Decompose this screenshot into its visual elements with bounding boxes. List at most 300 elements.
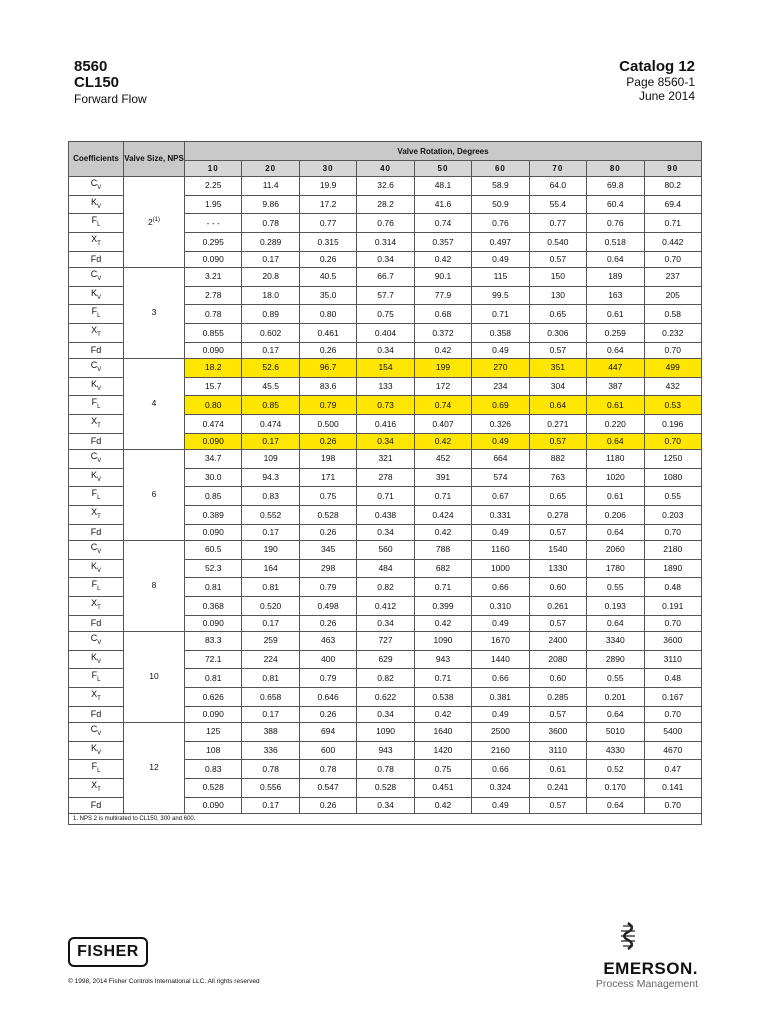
value-cell: 0.26 [299, 251, 356, 267]
copyright-notice: © 1998, 2014 Fisher Controls International LLC. All rights reserved [68, 978, 260, 985]
value-cell: 1420 [414, 741, 471, 760]
coefficient-symbol: $X_T$ [69, 779, 124, 798]
table-row [69, 540, 702, 559]
value-cell: 0.34 [357, 615, 414, 631]
value-cell: 35.0 [299, 286, 356, 305]
degree-header: 80 [587, 161, 644, 177]
coefficient-symbol: $C_V$ [69, 722, 124, 741]
value-cell: 1780 [587, 559, 644, 578]
value-cell: 0.58 [644, 305, 702, 324]
value-cell: 90.1 [414, 267, 471, 286]
value-cell: 0.61 [529, 760, 586, 779]
value-cell: 9.86 [242, 195, 299, 214]
value-cell: 0.75 [414, 760, 471, 779]
value-cell: 0.52 [587, 760, 644, 779]
degree-header: 30 [299, 161, 356, 177]
value-cell: 0.61 [587, 305, 644, 324]
value-cell: 0.73 [357, 396, 414, 415]
value-cell: 69.8 [587, 176, 644, 195]
value-cell: 664 [472, 449, 529, 468]
value-cell: 0.57 [529, 797, 586, 813]
catalog-title: Catalog 12 [619, 58, 695, 75]
value-cell: 2160 [472, 741, 529, 760]
value-cell: 2060 [587, 540, 644, 559]
value-cell: 0.141 [644, 779, 702, 798]
value-cell: 0.42 [414, 706, 471, 722]
value-cell: 77.9 [414, 286, 471, 305]
value-cell: 727 [357, 631, 414, 650]
table-row [69, 449, 702, 468]
value-cell: 60.4 [587, 195, 644, 214]
value-cell: 3110 [529, 741, 586, 760]
value-cell: 0.090 [185, 251, 242, 267]
degree-header: 10 [185, 161, 242, 177]
coefficient-symbol: $C_V$ [69, 540, 124, 559]
value-cell: 0.79 [299, 578, 356, 597]
value-cell: 0.331 [472, 506, 529, 525]
value-cell: 0.538 [414, 688, 471, 707]
value-cell: 321 [357, 449, 414, 468]
value-cell: 0.259 [587, 324, 644, 343]
coefficient-symbol: Fd [69, 706, 124, 722]
value-cell: 2.25 [185, 176, 242, 195]
value-cell: 943 [357, 741, 414, 760]
coefficient-symbol: $F_L$ [69, 578, 124, 597]
value-cell: 0.442 [644, 233, 702, 252]
valve-rotation-header: Valve Rotation, Degrees [185, 142, 702, 161]
value-cell: 0.167 [644, 688, 702, 707]
value-cell: 28.2 [357, 195, 414, 214]
value-cell: 452 [414, 449, 471, 468]
value-cell: 0.232 [644, 324, 702, 343]
degree-header: 20 [242, 161, 299, 177]
value-cell: 3340 [587, 631, 644, 650]
value-cell: 0.78 [185, 305, 242, 324]
value-cell: 0.85 [242, 396, 299, 415]
value-cell: 19.9 [299, 176, 356, 195]
coefficient-symbol: $X_T$ [69, 597, 124, 616]
fisher-logo [68, 937, 148, 967]
value-cell: 164 [242, 559, 299, 578]
value-cell: 0.42 [414, 433, 471, 449]
value-cell: 55.4 [529, 195, 586, 214]
emerson-mark-icon [616, 922, 640, 952]
value-cell: 190 [242, 540, 299, 559]
value-cell: 0.57 [529, 342, 586, 358]
coefficient-symbol: $C_V$ [69, 176, 124, 195]
value-cell: 0.34 [357, 433, 414, 449]
pressure-class: CL150 [74, 74, 120, 91]
value-cell: 57.7 [357, 286, 414, 305]
value-cell: 0.85 [185, 487, 242, 506]
value-cell: 0.451 [414, 779, 471, 798]
value-cell: 1540 [529, 540, 586, 559]
value-cell: 345 [299, 540, 356, 559]
value-cell: 1330 [529, 559, 586, 578]
value-cell: 172 [414, 377, 471, 396]
value-cell: 682 [414, 559, 471, 578]
valve-size-header: Valve Size, NPS [124, 142, 185, 177]
value-cell: 0.17 [242, 342, 299, 358]
value-cell: 2500 [472, 722, 529, 741]
value-cell: 0.090 [185, 433, 242, 449]
value-cell: 1890 [644, 559, 702, 578]
value-cell: 0.70 [644, 706, 702, 722]
value-cell: 0.26 [299, 524, 356, 540]
valve-size-cell: 3 [124, 267, 185, 358]
value-cell: 15.7 [185, 377, 242, 396]
value-cell: 0.55 [644, 487, 702, 506]
value-cell: 0.26 [299, 706, 356, 722]
value-cell: 0.285 [529, 688, 586, 707]
value-cell: 2890 [587, 650, 644, 669]
value-cell: 0.71 [414, 669, 471, 688]
coefficient-symbol: $K_V$ [69, 377, 124, 396]
value-cell: 0.71 [644, 214, 702, 233]
value-cell: 0.76 [587, 214, 644, 233]
value-cell: 0.090 [185, 342, 242, 358]
coefficient-symbol: $X_T$ [69, 688, 124, 707]
value-cell: 99.5 [472, 286, 529, 305]
value-cell: 30.0 [185, 468, 242, 487]
value-cell: 0.326 [472, 415, 529, 434]
value-cell: 0.090 [185, 524, 242, 540]
value-cell: 108 [185, 741, 242, 760]
value-cell: 0.67 [472, 487, 529, 506]
value-cell: 0.75 [357, 305, 414, 324]
value-cell: 0.528 [357, 779, 414, 798]
value-cell: 0.57 [529, 706, 586, 722]
value-cell: 125 [185, 722, 242, 741]
value-cell: 0.201 [587, 688, 644, 707]
value-cell: 163 [587, 286, 644, 305]
value-cell: 0.70 [644, 524, 702, 540]
coefficients-body [69, 176, 702, 824]
page-number: Page 8560-1 [626, 75, 695, 89]
value-cell: 463 [299, 631, 356, 650]
value-cell: 0.206 [587, 506, 644, 525]
coefficient-symbol: $C_V$ [69, 267, 124, 286]
value-cell: 0.193 [587, 597, 644, 616]
value-cell: 0.60 [529, 669, 586, 688]
value-cell: 432 [644, 377, 702, 396]
value-cell: 0.80 [299, 305, 356, 324]
value-cell: 387 [587, 377, 644, 396]
valve-size-cell: 6 [124, 449, 185, 540]
value-cell: 66.7 [357, 267, 414, 286]
coefficient-symbol: Fd [69, 433, 124, 449]
value-cell: 278 [357, 468, 414, 487]
value-cell: 0.48 [644, 669, 702, 688]
value-cell: 198 [299, 449, 356, 468]
value-cell: 2400 [529, 631, 586, 650]
value-cell: 0.500 [299, 415, 356, 434]
table-row [69, 358, 702, 377]
value-cell: 0.71 [472, 305, 529, 324]
coefficient-symbol: $K_V$ [69, 195, 124, 214]
value-cell: 1250 [644, 449, 702, 468]
value-cell: 0.42 [414, 524, 471, 540]
value-cell: 0.622 [357, 688, 414, 707]
value-cell: 20.8 [242, 267, 299, 286]
value-cell: 1090 [357, 722, 414, 741]
value-cell: 150 [529, 267, 586, 286]
value-cell: 0.55 [587, 669, 644, 688]
value-cell: 0.81 [185, 669, 242, 688]
value-cell: 0.090 [185, 615, 242, 631]
value-cell: 171 [299, 468, 356, 487]
value-cell: 17.2 [299, 195, 356, 214]
value-cell: 2.78 [185, 286, 242, 305]
value-cell: 3600 [644, 631, 702, 650]
value-cell: 0.89 [242, 305, 299, 324]
value-cell: 0.66 [472, 578, 529, 597]
value-cell: 0.49 [472, 524, 529, 540]
value-cell: 0.289 [242, 233, 299, 252]
value-cell: 2080 [529, 650, 586, 669]
coefficient-symbol: Fd [69, 524, 124, 540]
value-cell: 0.658 [242, 688, 299, 707]
value-cell: 0.34 [357, 524, 414, 540]
value-cell: 0.855 [185, 324, 242, 343]
value-cell: 3.21 [185, 267, 242, 286]
value-cell: 0.81 [242, 578, 299, 597]
value-cell: 1440 [472, 650, 529, 669]
value-cell: 0.83 [242, 487, 299, 506]
value-cell: - - - [185, 214, 242, 233]
value-cell: 0.66 [472, 669, 529, 688]
value-cell: 943 [414, 650, 471, 669]
value-cell: 0.191 [644, 597, 702, 616]
value-cell: 130 [529, 286, 586, 305]
coefficient-symbol: $X_T$ [69, 415, 124, 434]
value-cell: 52.6 [242, 358, 299, 377]
value-cell: 0.48 [644, 578, 702, 597]
value-cell: 94.3 [242, 468, 299, 487]
value-cell: 0.602 [242, 324, 299, 343]
value-cell: 629 [357, 650, 414, 669]
table-row [69, 722, 702, 741]
value-cell: 3600 [529, 722, 586, 741]
value-cell: 199 [414, 358, 471, 377]
value-cell: 1000 [472, 559, 529, 578]
value-cell: 0.34 [357, 342, 414, 358]
value-cell: 0.81 [185, 578, 242, 597]
coefficients-table [68, 141, 702, 825]
value-cell: 0.497 [472, 233, 529, 252]
value-cell: 0.306 [529, 324, 586, 343]
value-cell: 391 [414, 468, 471, 487]
coefficient-symbol: $K_V$ [69, 468, 124, 487]
value-cell: 0.68 [414, 305, 471, 324]
value-cell: 0.57 [529, 251, 586, 267]
value-cell: 0.79 [299, 669, 356, 688]
publish-date: June 2014 [638, 89, 695, 103]
value-cell: 0.17 [242, 706, 299, 722]
value-cell: 600 [299, 741, 356, 760]
coefficient-symbol: $K_V$ [69, 650, 124, 669]
value-cell: 58.9 [472, 176, 529, 195]
value-cell: 0.42 [414, 797, 471, 813]
value-cell: 0.17 [242, 433, 299, 449]
coefficient-symbol: $C_V$ [69, 631, 124, 650]
value-cell: 0.26 [299, 797, 356, 813]
value-cell: 0.399 [414, 597, 471, 616]
value-cell: 237 [644, 267, 702, 286]
value-cell: 0.474 [242, 415, 299, 434]
value-cell: 0.474 [185, 415, 242, 434]
valve-size-cell: 12 [124, 722, 185, 813]
value-cell: 0.77 [529, 214, 586, 233]
value-cell: 0.646 [299, 688, 356, 707]
emerson-name: EMERSON. [603, 959, 698, 978]
value-cell: 0.381 [472, 688, 529, 707]
value-cell: 0.57 [529, 433, 586, 449]
value-cell: 763 [529, 468, 586, 487]
value-cell: 1.95 [185, 195, 242, 214]
value-cell: 0.64 [587, 706, 644, 722]
value-cell: 0.090 [185, 797, 242, 813]
value-cell: 0.70 [644, 615, 702, 631]
value-cell: 154 [357, 358, 414, 377]
value-cell: 4670 [644, 741, 702, 760]
coefficient-symbol: Fd [69, 797, 124, 813]
value-cell: 0.71 [414, 487, 471, 506]
value-cell: 34.7 [185, 449, 242, 468]
value-cell: 1180 [587, 449, 644, 468]
value-cell: 50.9 [472, 195, 529, 214]
value-cell: 2180 [644, 540, 702, 559]
coefficient-symbol: $F_L$ [69, 487, 124, 506]
value-cell: 96.7 [299, 358, 356, 377]
degree-header: 70 [529, 161, 586, 177]
coefficient-symbol: $F_L$ [69, 396, 124, 415]
value-cell: 45.5 [242, 377, 299, 396]
value-cell: 0.372 [414, 324, 471, 343]
value-cell: 0.528 [185, 779, 242, 798]
value-cell: 0.324 [472, 779, 529, 798]
value-cell: 0.368 [185, 597, 242, 616]
value-cell: 0.090 [185, 706, 242, 722]
value-cell: 5400 [644, 722, 702, 741]
value-cell: 0.540 [529, 233, 586, 252]
coefficient-symbol: $X_T$ [69, 506, 124, 525]
value-cell: 499 [644, 358, 702, 377]
value-cell: 115 [472, 267, 529, 286]
value-cell: 0.70 [644, 251, 702, 267]
value-cell: 1080 [644, 468, 702, 487]
value-cell: 0.416 [357, 415, 414, 434]
value-cell: 0.74 [414, 396, 471, 415]
value-cell: 0.520 [242, 597, 299, 616]
value-cell: 0.26 [299, 342, 356, 358]
flow-direction: Forward Flow [74, 92, 147, 106]
value-cell: 0.461 [299, 324, 356, 343]
value-cell: 0.69 [472, 396, 529, 415]
value-cell: 0.424 [414, 506, 471, 525]
footnote-row [69, 813, 702, 824]
value-cell: 0.315 [299, 233, 356, 252]
value-cell: 0.76 [472, 214, 529, 233]
value-cell: 234 [472, 377, 529, 396]
value-cell: 0.42 [414, 615, 471, 631]
value-cell: 133 [357, 377, 414, 396]
value-cell: 0.556 [242, 779, 299, 798]
value-cell: 32.6 [357, 176, 414, 195]
table-row [69, 267, 702, 286]
value-cell: 11.4 [242, 176, 299, 195]
valve-size-cell: 10 [124, 631, 185, 722]
value-cell: 0.47 [644, 760, 702, 779]
value-cell: 0.71 [357, 487, 414, 506]
value-cell: 0.389 [185, 506, 242, 525]
value-cell: 0.49 [472, 706, 529, 722]
value-cell: 0.26 [299, 433, 356, 449]
value-cell: 0.34 [357, 251, 414, 267]
value-cell: 0.82 [357, 669, 414, 688]
degree-header: 90 [644, 161, 702, 177]
value-cell: 0.64 [529, 396, 586, 415]
value-cell: 5010 [587, 722, 644, 741]
value-cell: 0.42 [414, 342, 471, 358]
value-cell: 0.61 [587, 487, 644, 506]
table-row [69, 631, 702, 650]
value-cell: 0.65 [529, 305, 586, 324]
value-cell: 0.407 [414, 415, 471, 434]
value-cell: 0.74 [414, 214, 471, 233]
value-cell: 0.64 [587, 342, 644, 358]
value-cell: 882 [529, 449, 586, 468]
value-cell: 0.57 [529, 615, 586, 631]
table-row [69, 176, 702, 195]
value-cell: 0.78 [242, 760, 299, 779]
value-cell: 0.17 [242, 524, 299, 540]
value-cell: 0.295 [185, 233, 242, 252]
value-cell: 0.76 [357, 214, 414, 233]
value-cell: 400 [299, 650, 356, 669]
value-cell: 0.70 [644, 342, 702, 358]
value-cell: 0.81 [242, 669, 299, 688]
value-cell: 0.77 [299, 214, 356, 233]
coefficient-symbol: $K_V$ [69, 559, 124, 578]
value-cell: 1020 [587, 468, 644, 487]
value-cell: 0.412 [357, 597, 414, 616]
value-cell: 0.64 [587, 251, 644, 267]
value-cell: 0.49 [472, 433, 529, 449]
value-cell: 1090 [414, 631, 471, 650]
value-cell: 0.314 [357, 233, 414, 252]
valve-size-cell: 4 [124, 358, 185, 449]
value-cell: 0.357 [414, 233, 471, 252]
value-cell: 189 [587, 267, 644, 286]
value-cell: 788 [414, 540, 471, 559]
value-cell: 0.53 [644, 396, 702, 415]
value-cell: 0.64 [587, 797, 644, 813]
value-cell: 0.61 [587, 396, 644, 415]
emerson-logo [596, 922, 698, 991]
degree-header: 50 [414, 161, 471, 177]
value-cell: 1640 [414, 722, 471, 741]
value-cell: 83.3 [185, 631, 242, 650]
value-cell: 0.17 [242, 615, 299, 631]
valve-size-cell: 8 [124, 540, 185, 631]
value-cell: 224 [242, 650, 299, 669]
table-footnote: 1. NPS 2 is multirated to CL150, 300 and 600. [69, 813, 702, 824]
coefficient-symbol: $F_L$ [69, 214, 124, 233]
value-cell: 0.78 [242, 214, 299, 233]
value-cell: 0.220 [587, 415, 644, 434]
value-cell: 0.196 [644, 415, 702, 434]
